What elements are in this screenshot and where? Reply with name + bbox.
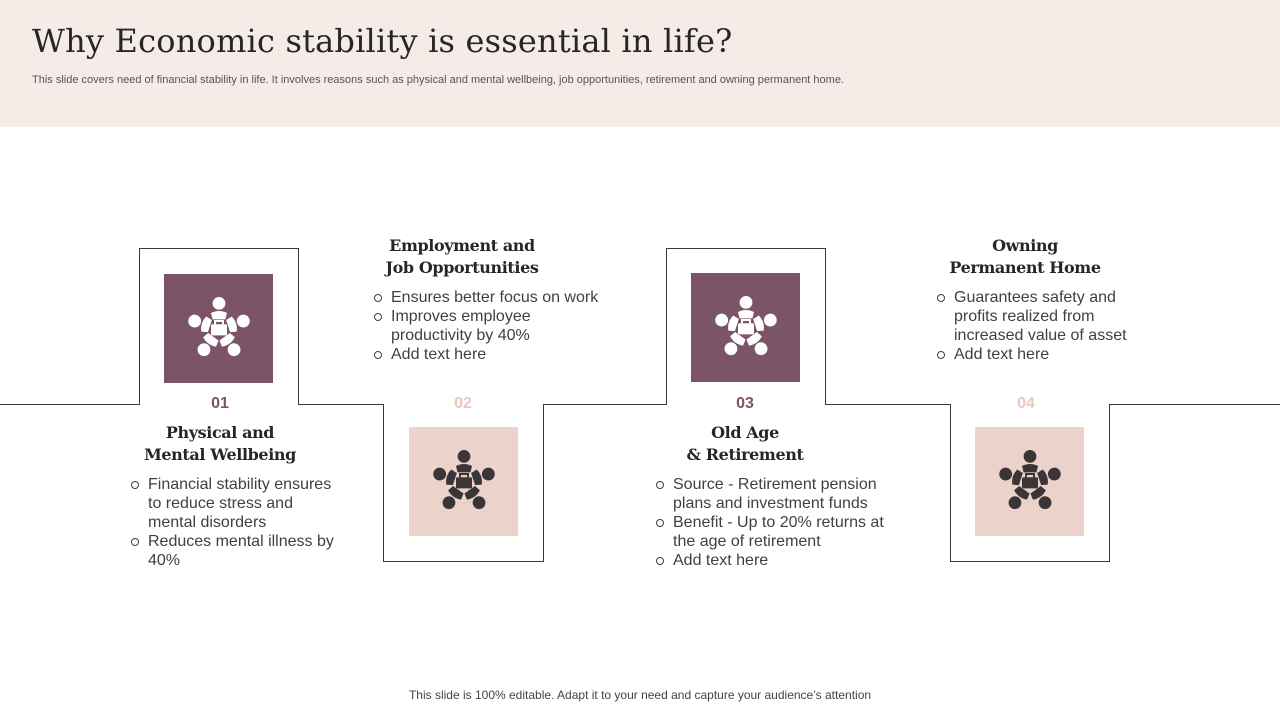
team-meeting-icon [990,442,1070,522]
step-03-icon-tile [691,273,800,382]
step-02-heading: Employment and Job Opportunities [385,236,539,277]
step-01-heading: Physical and Mental Wellbeing [144,423,296,464]
list-item: Reduces mental illness by 40% [130,532,340,570]
step-01-bullets [130,475,340,570]
step-04-number: 04 [1017,395,1035,412]
list-item: Ensures better focus on work [373,288,623,307]
team-meeting-icon [179,289,259,369]
step-02-number: 02 [454,395,472,412]
page-subtitle: This slide covers need of financial stability in life. It involves reasons such as physical and mental wellbeing, job opportunities, retirement and owning permanent home. [32,74,844,86]
list-item: Financial stability ensures to reduce stress and mental disorders [130,475,340,532]
list-item: Benefit - Up to 20% returns at the age of retirement [655,513,895,551]
footer-note: This slide is 100% editable. Adapt it to your need and capture your audience’s attention [408,688,872,702]
step-03-heading: Old Age & Retirement [686,423,804,464]
team-meeting-icon [424,442,504,522]
step-01-number: 01 [211,395,229,412]
step-01-icon-tile [164,274,273,383]
step-03-bullets [655,475,895,570]
step-04-icon-tile [975,427,1084,536]
step-02-icon-tile [409,427,518,536]
step-03-number: 03 [736,395,754,412]
step-04-bullets [936,288,1141,364]
team-meeting-icon [706,288,786,368]
list-item: Source - Retirement pension plans and investment funds [655,475,895,513]
step-02-bullets [373,288,623,364]
list-item: Add text here [936,345,1141,364]
list-item: Guarantees safety and profits realized from increased value of asset [936,288,1141,345]
list-item: Add text here [373,345,623,364]
page-title: Why Economic stability is essential in life? [32,22,733,60]
list-item: Add text here [655,551,895,570]
list-item: Improves employee productivity by 40% [373,307,551,345]
step-04-heading: Owning Permanent Home [949,236,1101,277]
